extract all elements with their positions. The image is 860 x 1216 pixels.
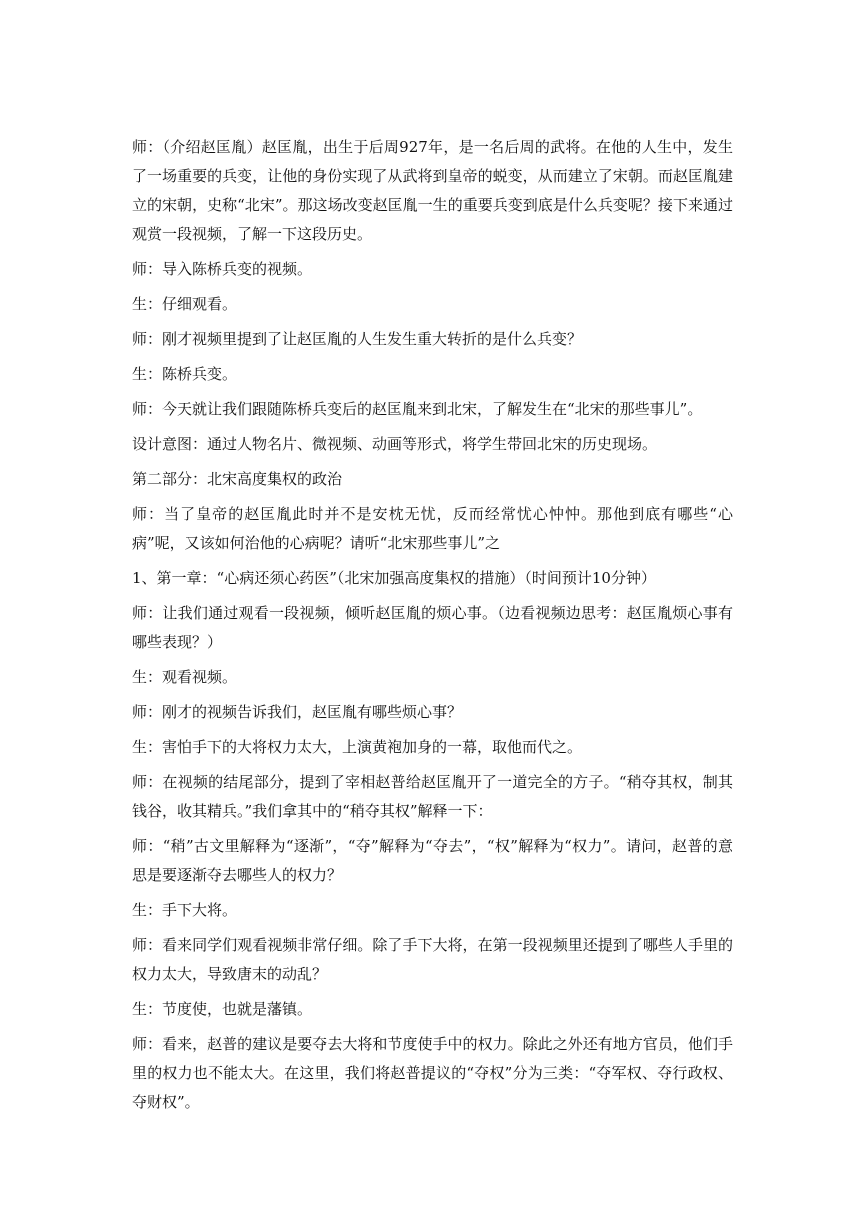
- paragraph-student-watch-video: 生：观看视频。: [132, 668, 238, 686]
- paragraph-teacher-question: 师：刚才视频里提到了让赵匡胤的人生发生重大转折的是什么兵变？: [132, 330, 583, 348]
- paragraph-teacher-explanation: 师：“稍”古文里解释为“逐渐”，“夺”解释为“夺去”，“权”解释为“权力”。请问，赵普的意思是要逐渐夺去哪些人的权力？: [132, 837, 733, 884]
- chapter-heading-one: 1、第一章：“心病还须心药医”（北宋加强高度集权的措施）（时间预计10分钟）: [132, 569, 656, 587]
- paragraph-student-answer: 生：陈桥兵变。: [132, 365, 238, 383]
- paragraph-student-jiedushi: 生：节度使，也就是藩镇。: [132, 1000, 313, 1018]
- paragraph-student-fear: 生：害怕手下的大将权力太大，上演黄袍加身的一幕，取他而代之。: [132, 738, 583, 756]
- paragraph-teacher-troubles: 师：刚才的视频告诉我们，赵匡胤有哪些烦心事？: [132, 703, 463, 721]
- paragraph-teacher-summary: 师：看来，赵普的建议是要夺去大将和节度使手中的权力。除此之外还有地方官员，他们手里的权力也不能太大。在这里，我们将赵普提议的“夺权”分为三类：“夺军权、夺行政权、夺财权”。: [132, 1035, 733, 1111]
- paragraph-student-generals: 生：手下大将。: [132, 901, 238, 919]
- paragraph-teacher-northern-song: 师：今天就让我们跟随陈桥兵变后的赵匡胤来到北宋，了解发生在“北宋的那些事儿”。: [132, 400, 703, 418]
- document-body: [132, 133, 733, 1123]
- section-heading-part-two: 第二部分：北宋高度集权的政治: [132, 470, 343, 488]
- paragraph-teacher-prescription: 师：在视频的结尾部分，提到了宰相赵普给赵匡胤开了一道完全的方子。“稍夺其权，制其钱谷，收其精兵。”我们拿其中的“稍夺其权”解释一下：: [132, 773, 733, 820]
- paragraph-teacher-video: 师：导入陈桥兵变的视频。: [132, 260, 313, 278]
- paragraph-teacher-worries: 师：当了皇帝的赵匡胤此时并不是安枕无忧，反而经常忧心忡忡。那他到底有哪些“心病”呢，又该如何治他的心病呢？请听“北宋那些事儿”之: [132, 505, 733, 552]
- paragraph-teacher-video-two: 师：让我们通过观看一段视频，倾听赵匡胤的烦心事。（边看视频边思考：赵匡胤烦心事有哪些表现？）: [132, 604, 733, 651]
- paragraph-design-intent: 设计意图：通过人物名片、微视频、动画等形式，将学生带回北宋的历史现场。: [132, 435, 658, 453]
- paragraph-teacher-follow-up: 师：看来同学们观看视频非常仔细。除了手下大将，在第一段视频里还提到了哪些人手里的权力太大，导致唐末的动乱？: [132, 936, 733, 983]
- paragraph-intro-zhao-kuangyin: 师：（介绍赵匡胤）赵匡胤，出生于后周927年，是一名后周的武将。在他的人生中，发生了一场重要的兵变，让他的身份实现了从武将到皇帝的蜕变，从而建立了宋朝。而赵匡胤建立的宋朝，史称“北宋”。那这场改变赵匡胤一生的重要兵变到底是什么兵变呢？接下来通过观赏一段视频，了解一下这段历史。: [132, 138, 733, 243]
- paragraph-student-watch: 生：仔细观看。: [132, 295, 238, 313]
